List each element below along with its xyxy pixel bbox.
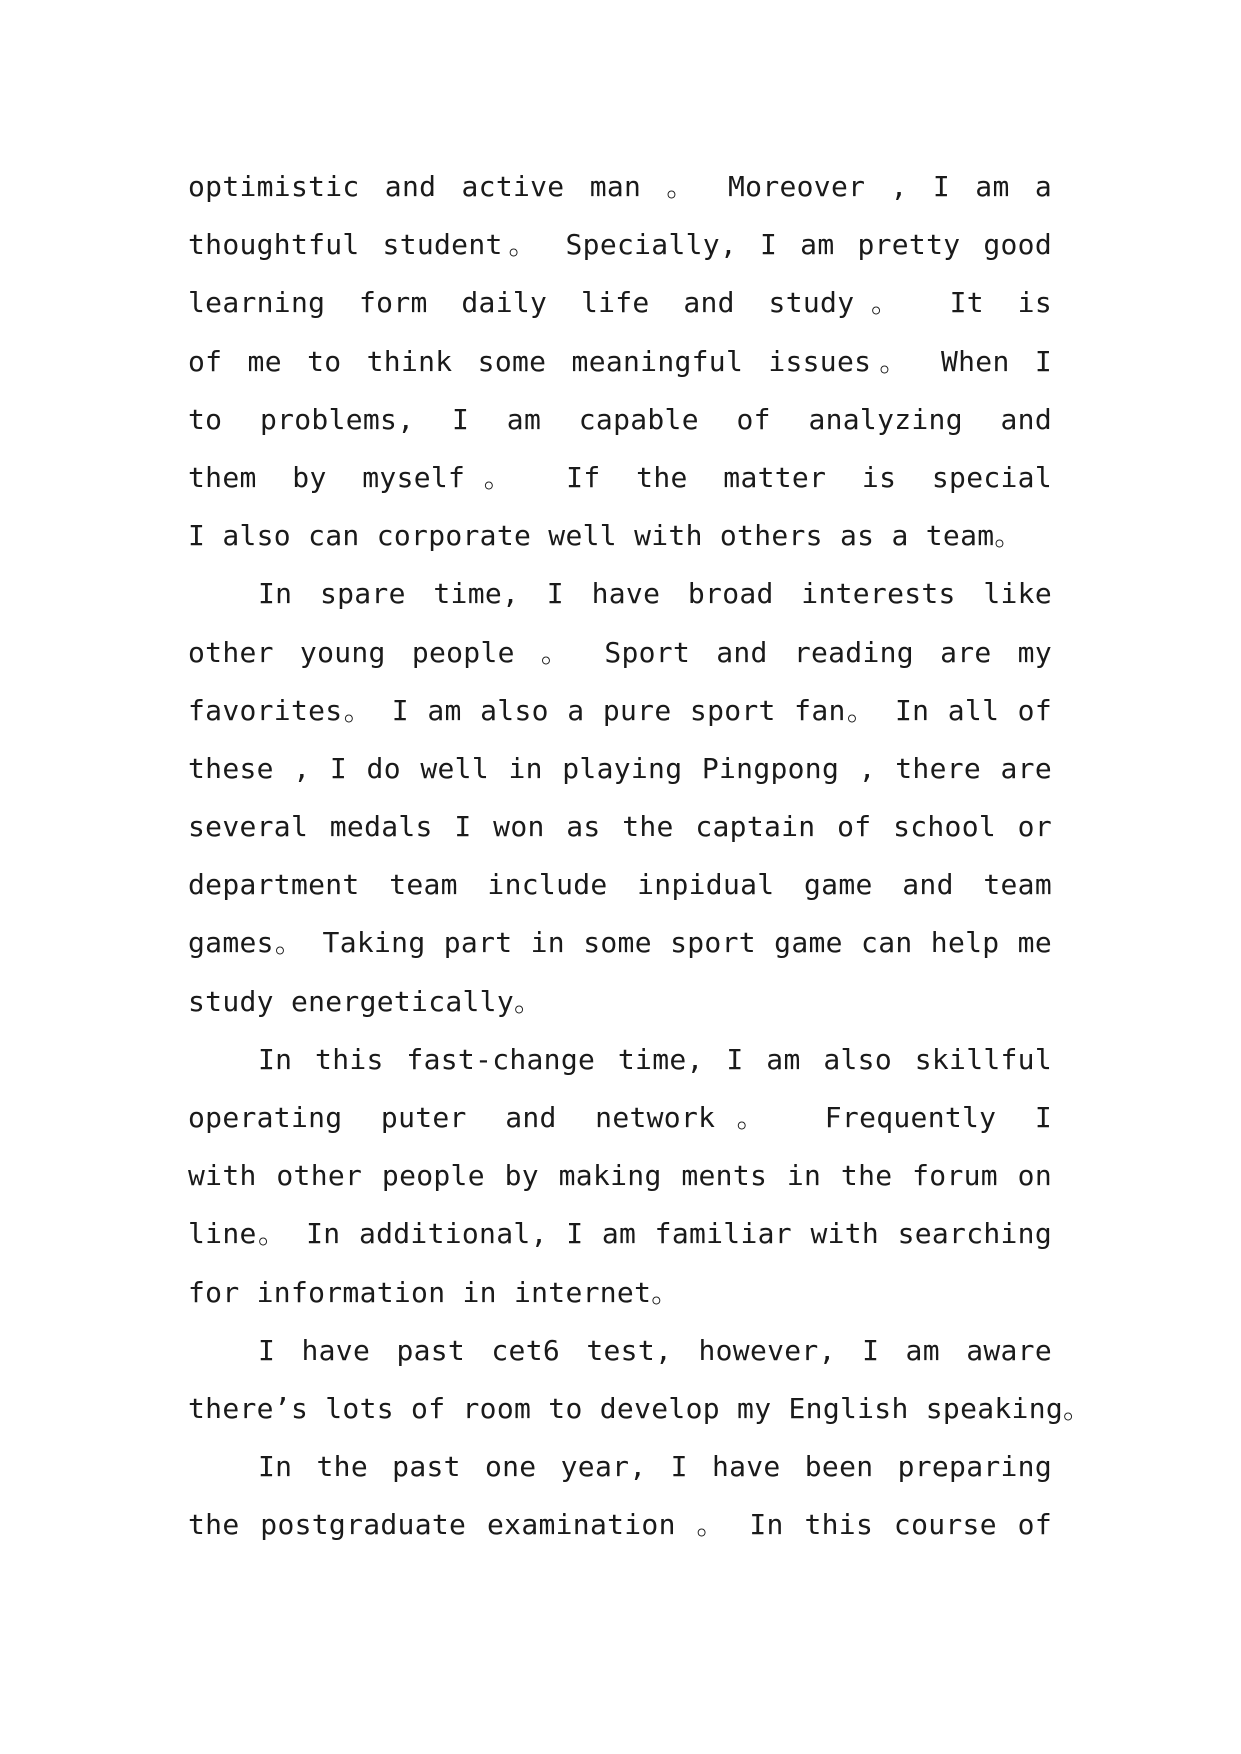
text-line: for information in internet。 — [188, 1275, 680, 1309]
text-line: the postgraduate examination 。 In this course of — [188, 1508, 1052, 1542]
text-line: line。 In additional, I am familiar with searching — [188, 1217, 1052, 1251]
text-line: optimistic and active man 。 Moreover , I am a — [188, 170, 1052, 203]
text-line: with other people by making ments in the forum on — [188, 1159, 1052, 1193]
text-line: of me to think some meaningful issues。 When I — [188, 344, 1052, 378]
text-line: games。 Taking part in some sport game can help me — [188, 926, 1052, 960]
text-line: In this fast-change time, I am also skillful — [258, 1042, 1052, 1076]
text-line: department team include inpidual game and team — [188, 868, 1052, 902]
text-line: In the past one year, I have been preparing — [258, 1450, 1052, 1484]
text-line: learning form daily life and study。 It is — [188, 286, 1052, 320]
text-line: thoughtful student。 Specially, I am pretty good — [188, 228, 1052, 262]
text-line: operating puter and network。 Frequently I — [188, 1101, 1052, 1134]
document-body — [188, 158, 1092, 1555]
text-line: study energetically。 — [188, 984, 543, 1018]
text-line: these , I do well in playing Pingpong , there are — [188, 751, 1052, 785]
text-line: favorites。 I am also a pure sport fan。 In all of — [188, 693, 1052, 727]
text-line: to problems, I am capable of analyzing and — [188, 402, 1052, 436]
text-line: I also can corporate well with others as a team。 — [188, 519, 1023, 553]
text-line: several medals I won as the captain of school or — [188, 810, 1052, 844]
text-line: there’s lots of room to develop my English speaking。 — [188, 1391, 1092, 1425]
text-line: I have past cet6 test, however, I am aware — [258, 1333, 1052, 1367]
text-line: In spare time, I have broad interests like — [258, 577, 1052, 611]
text-line: them by myself。 If the matter is special — [188, 460, 1052, 494]
text-line: other young people 。 Sport and reading are my — [188, 635, 1052, 669]
